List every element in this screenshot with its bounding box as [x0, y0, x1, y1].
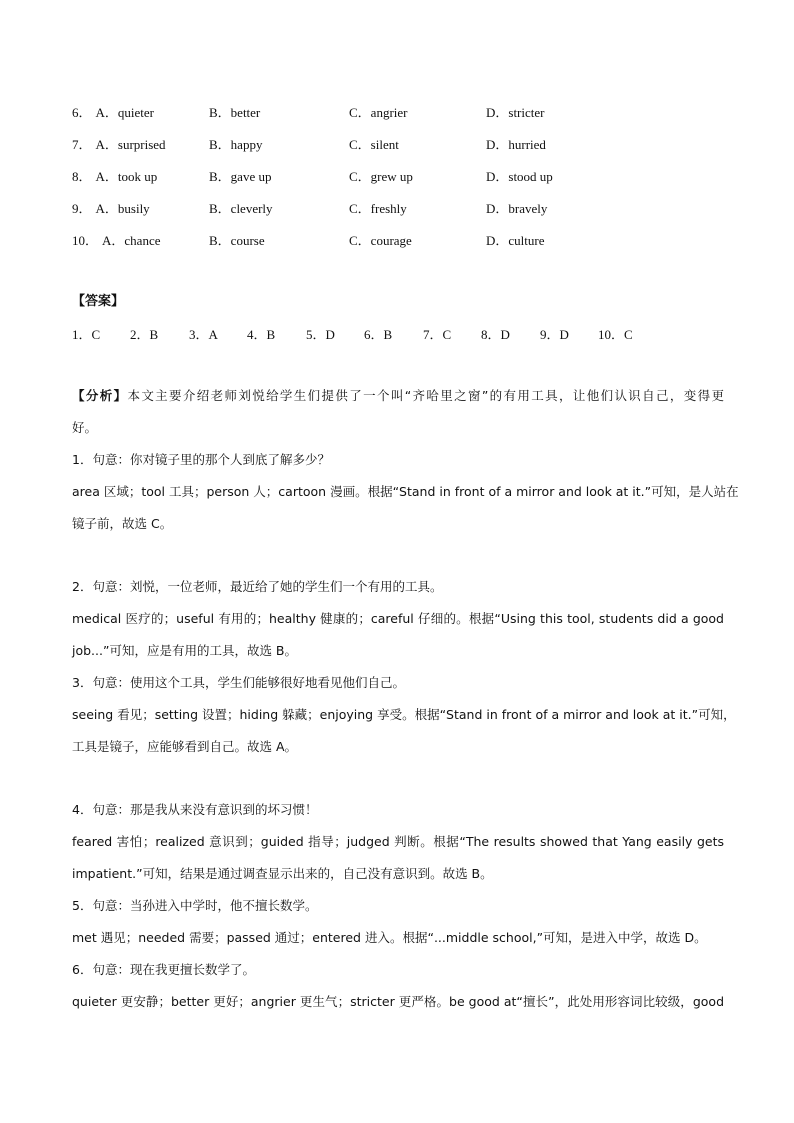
option-c: C．courage	[349, 233, 412, 248]
question-7-options	[72, 134, 732, 154]
explanation-2: medical 医疗的；useful 有用的；healthy 健康的；careful 仔细的。根据“Using this tool, students did a good	[72, 611, 724, 626]
option-b: B．course	[209, 233, 265, 248]
question-9-options	[72, 198, 732, 218]
question-number: 10．	[72, 233, 99, 248]
option-c: C．grew up	[349, 169, 413, 184]
option-a: 7． A．surprised	[72, 137, 166, 152]
analysis-label: 【分析】	[72, 388, 128, 403]
question-6-options	[72, 102, 732, 122]
option-d: D．stood up	[486, 169, 553, 184]
question-8-options	[72, 166, 732, 186]
answer-item: 9．D	[540, 327, 569, 342]
option-a: 10． A．chance	[72, 233, 161, 248]
question-number: 7．	[72, 137, 92, 152]
option-c: C．freshly	[349, 201, 407, 216]
explanation-6: quieter 更安静；better 更好；angrier 更生气；stricter 更严格。be good at“擅长”，此处用形容词比较级，good	[72, 994, 724, 1009]
option-d: D．stricter	[486, 105, 545, 120]
explanation-5: met 遇见；needed 需要；passed 通过；entered 进入。根据“...middle school,”可知，是进入中学，故选 D。	[72, 930, 707, 945]
option-d: D．culture	[486, 233, 545, 248]
option-a: 6． A．quieter	[72, 105, 154, 120]
option-c: C．angrier	[349, 105, 408, 120]
answer-item: 4．B	[247, 327, 276, 342]
option-b: B．happy	[209, 137, 263, 152]
answer-heading: 【答案】	[72, 294, 125, 309]
answer-key	[72, 324, 732, 344]
sentence-meaning-2: 2．句意：刘悦，一位老师，最近给了她的学生们一个有用的工具。	[72, 579, 443, 594]
explanation-2-cont: job...”可知，应是有用的工具，故选 B。	[72, 643, 298, 658]
question-number: 8．	[72, 169, 92, 184]
explanation-1: area 区域；tool 工具；person 人；cartoon 漫画。根据“Stand in front of a mirror and look at it.”可知，是人站在	[72, 484, 739, 499]
analysis-intro-cont: 好。	[72, 420, 98, 435]
option-d: D．hurried	[486, 137, 546, 152]
explanation-4: feared 害怕；realized 意识到；guided 指导；judged 判断。根据“The results showed that Yang easily gets	[72, 834, 724, 849]
explanation-1-cont: 镜子前，故选 C。	[72, 516, 173, 531]
analysis-intro: 【分析】本文主要介绍老师刘悦给学生们提供了一个叫“齐哈里之窗”的有用工具，让他们认识自己，变得更	[72, 388, 724, 403]
question-number: 9．	[72, 201, 92, 216]
question-number: 6．	[72, 105, 92, 120]
answer-item: 6．B	[364, 327, 393, 342]
sentence-meaning-6: 6．句意：现在我更擅长数学了。	[72, 962, 255, 977]
option-b: B．better	[209, 105, 261, 120]
option-b: B．cleverly	[209, 201, 273, 216]
explanation-3-cont: 工具是镜子，应能够看到自己。故选 A。	[72, 739, 298, 754]
answer-item: 3．A	[189, 327, 218, 342]
answer-item: 2．B	[130, 327, 159, 342]
option-d: D．bravely	[486, 201, 548, 216]
answer-item: 7．C	[423, 327, 452, 342]
answer-item: 10．C	[598, 327, 633, 342]
question-10-options	[72, 230, 732, 250]
option-a: 9． A．busily	[72, 201, 150, 216]
sentence-meaning-1: 1．句意：你对镜子里的那个人到底了解多少？	[72, 452, 330, 467]
answer-item: 1．C	[72, 327, 101, 342]
option-b: B．gave up	[209, 169, 272, 184]
answer-item: 5．D	[306, 327, 335, 342]
sentence-meaning-5: 5．句意：当孙进入中学时，他不擅长数学。	[72, 898, 318, 913]
explanation-3: seeing 看见；setting 设置；hiding 躲藏；enjoying 享受。根据“Stand in front of a mirror and look at it.”可知，	[72, 707, 736, 722]
sentence-meaning-4: 4．句意：那是我从来没有意识到的坏习惯！	[72, 802, 318, 817]
sentence-meaning-3: 3．句意：使用这个工具，学生们能够很好地看见他们自己。	[72, 675, 405, 690]
option-a: 8． A．took up	[72, 169, 158, 184]
explanation-4-cont: impatient.”可知，结果是通过调查显示出来的，自己没有意识到。故选 B。	[72, 866, 493, 881]
option-c: C．silent	[349, 137, 399, 152]
answer-item: 8．D	[481, 327, 510, 342]
